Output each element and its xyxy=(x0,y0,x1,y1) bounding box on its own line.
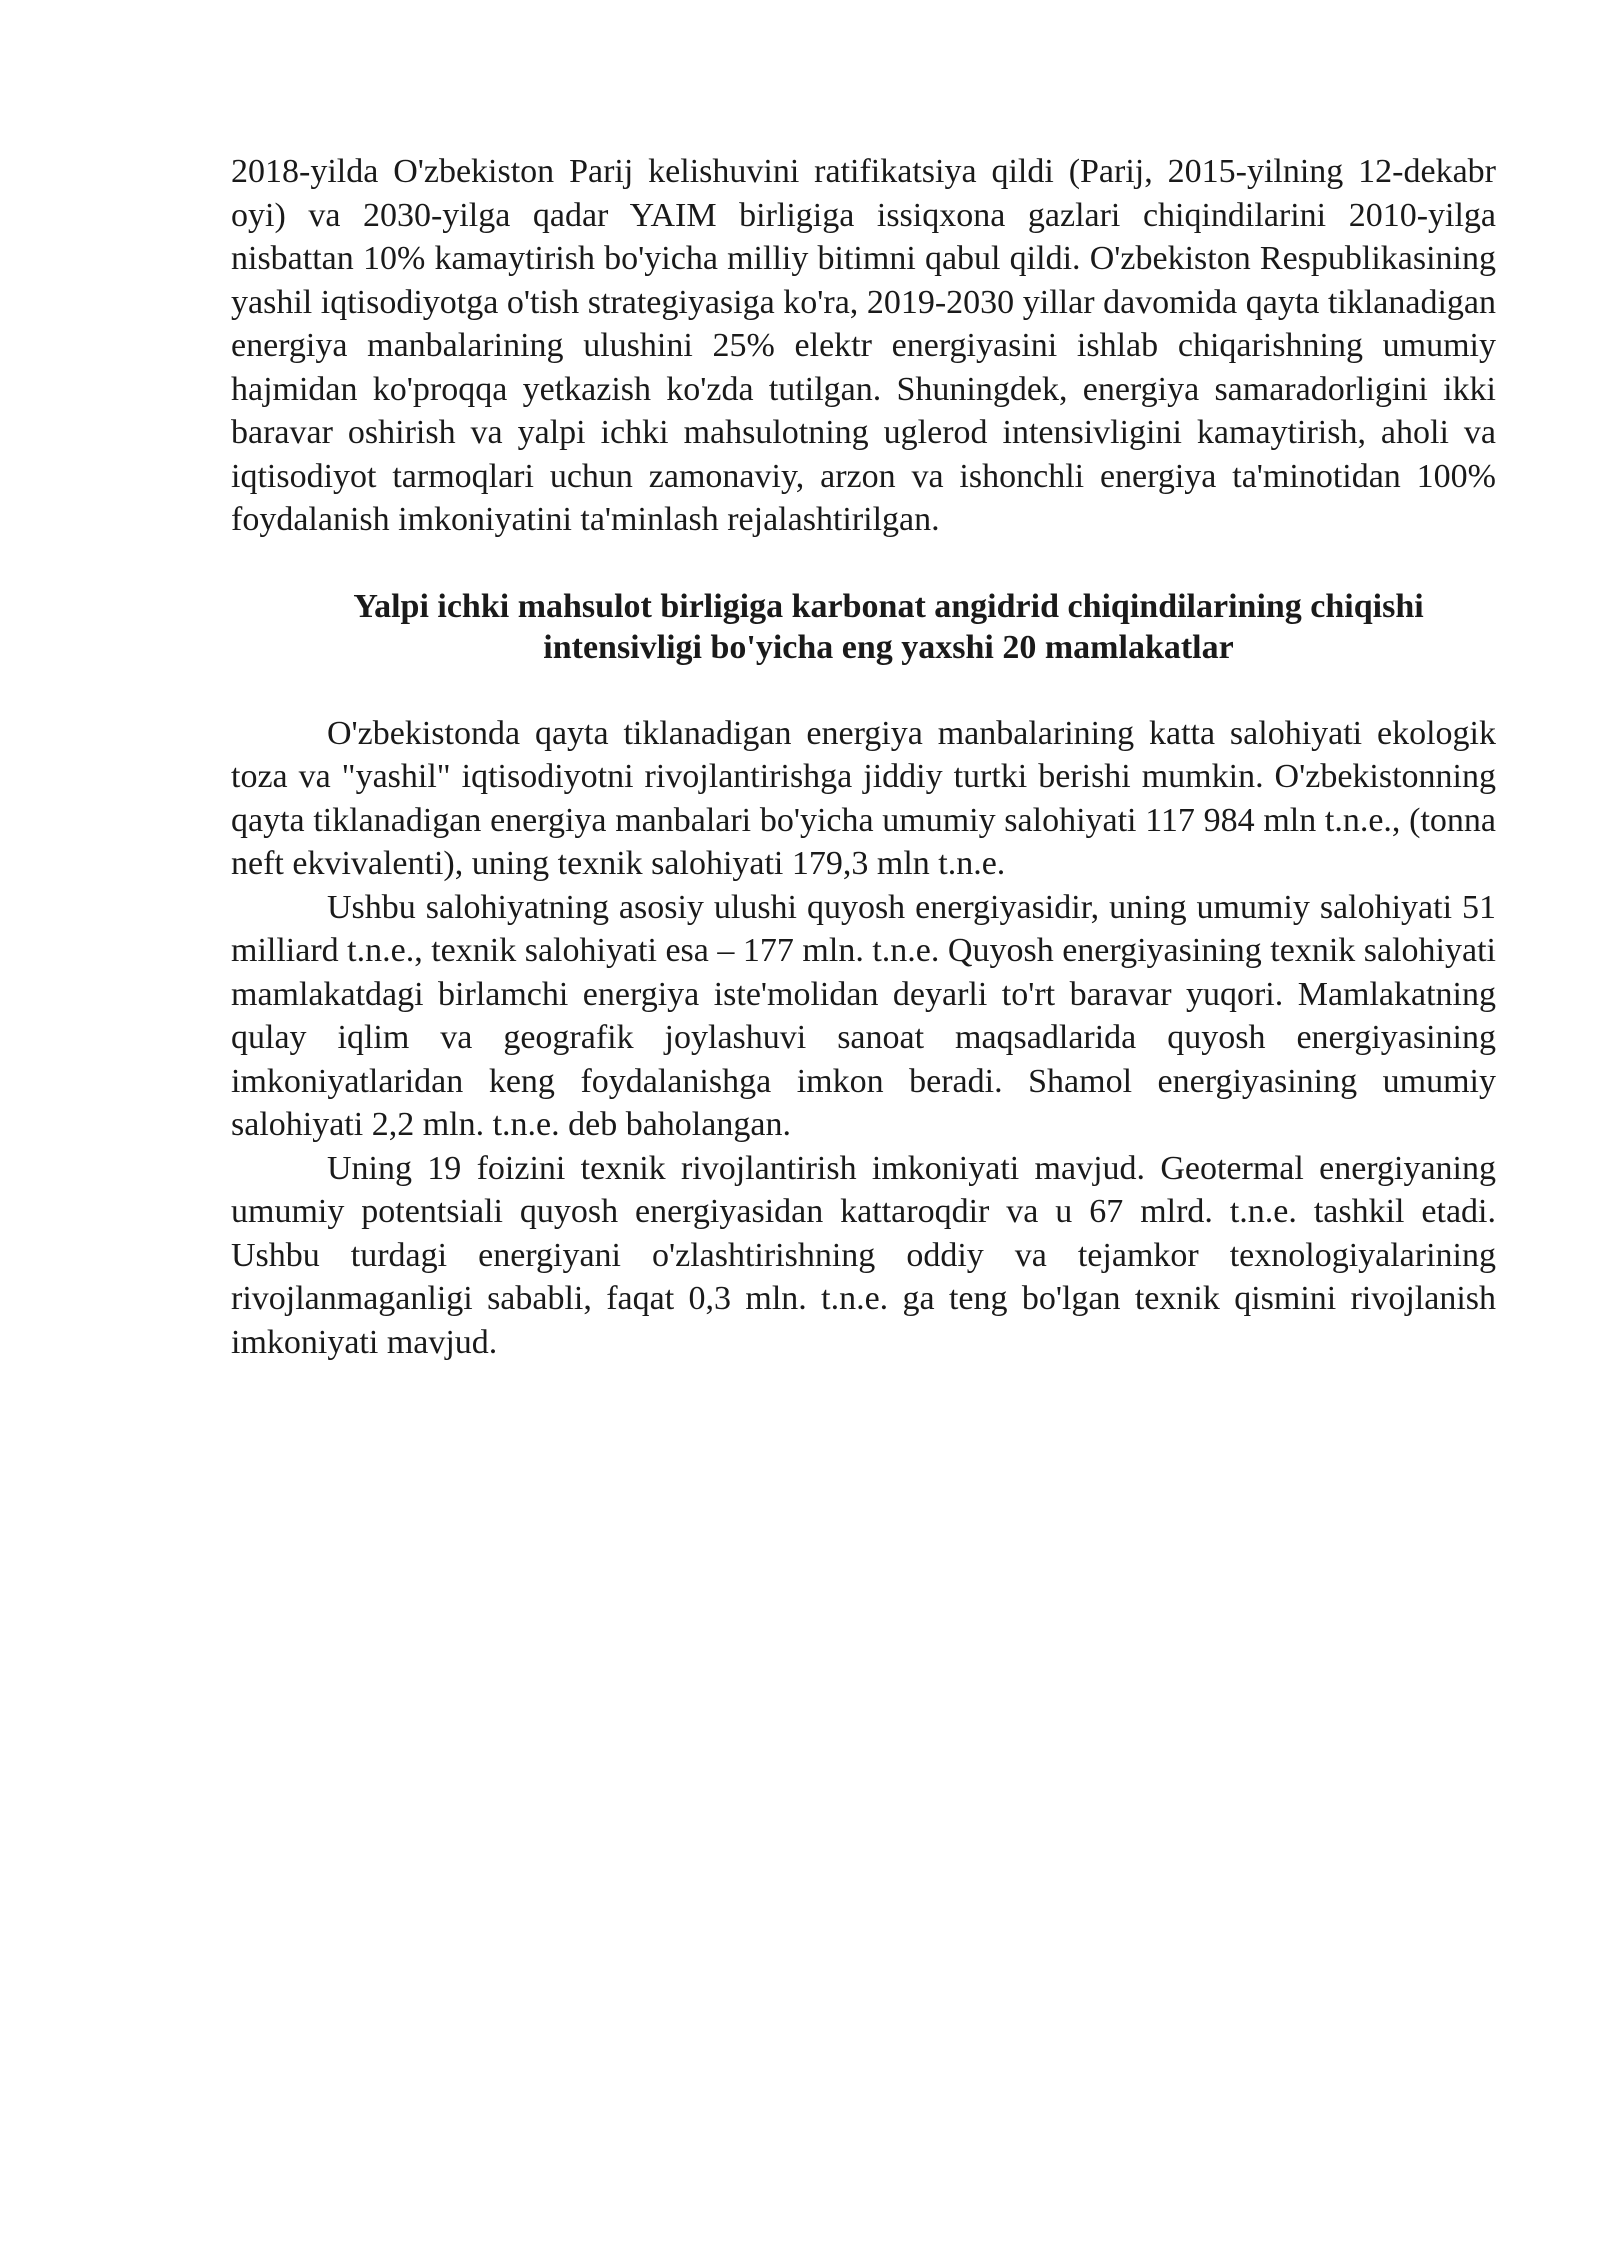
geothermal-paragraph: Uning 19 foizini texnik rivojlantirish imkoniyati mavjud. Geotermal energiyaning umumiy potentsiali quyosh energiyasidan kattaroqdir va u 67 mlrd. t.n.e. tashkil etadi. Ushbu turdagi energiyani o'zlashtirishning oddiy va tejamkor texnologiyalarining rivojlanmaganligi sababli, faqat 0,3 mln. t.n.e. ga teng bo'lgan texnik qismini rivojlanish imkoniyati mavjud. xyxy=(231,1149,1496,1361)
page-content xyxy=(231,150,1496,1364)
potential-paragraph: O'zbekistonda qayta tiklanadigan energiya manbalarining katta salohiyati ekologik toza va "yashil" iqtisodiyotni rivojlantirishga jiddiy turtki berishi mumkin. O'zbekistonning qayta tiklanadigan energiya manbalari bo'yicha umumiy salohiyati 117 984 mln t.n.e., (tonna neft ekvivalenti), uning texnik salohiyati 179,3 mln t.n.e. xyxy=(231,714,1496,882)
intro-paragraph: 2018-yilda O'zbekiston Parij kelishuvini ratifikatsiya qildi (Parij, 2015-yilning 12-dekabr oyi) va 2030-yilga qadar YAIM birligiga issiqxona gazlari chiqindilarini 2010-yilga nisbattan 10% kamaytirish bo'yicha milliy bitimni qabul qildi. O'zbekiston Respublikasining yashil iqtisodiyotga o'tish strategiyasiga ko'ra, 2019-2030 yillar davomida qayta tiklanadigan energiya manbalarining ulushini 25% elektr energiyasini ishlab chiqarishning umumiy hajmidan ko'proqqa yetkazish ko'zda tutilgan. Shuningdek, energiya samaradorligini ikki baravar oshirish va yalpi ichki mahsulotning uglerod intensivligini kamaytirish, aholi va iqtisodiyot tarmoqlari uchun zamonaviy, arzon va ishonchli energiya ta'minotidan 100% foydalanish imkoniyatini ta'minlash rejalashtirilgan. xyxy=(231,153,1496,538)
section-heading: Yalpi ichki mahsulot birligiga karbonat angidrid chiqindilarining chiqishi intensivligi bo'yicha eng yaxshi 20 mamlakatlar xyxy=(353,587,1424,666)
solar-paragraph: Ushbu salohiyatning asosiy ulushi quyosh energiyasidir, uning umumiy salohiyati 51 milliard t.n.e., texnik salohiyati esa – 177 mln. t.n.e. Quyosh energiyasining texnik salohiyati mamlakatdagi birlamchi energiya iste'molidan deyarli to'rt baravar yuqori. Mamlakatning qulay iqlim va geografik joylashuvi sanoat maqsadlarida quyosh energiyasining imkoniyatlaridan keng foydalanishga imkon beradi. Shamol energiyasining umumiy salohiyati 2,2 mln. t.n.e. deb baholangan. xyxy=(231,888,1496,1143)
